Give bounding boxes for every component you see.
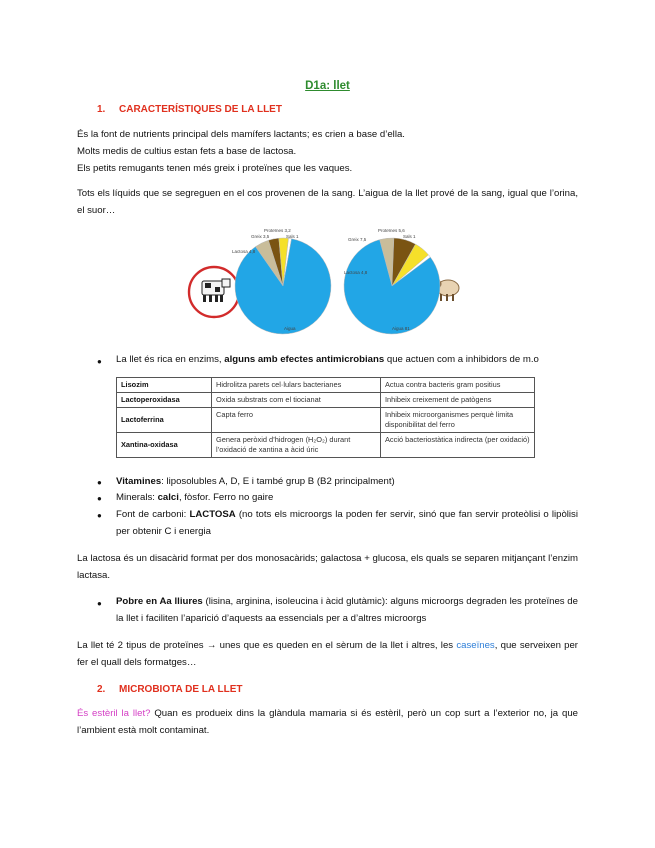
section-1-heading (97, 104, 282, 115)
intro-line: És la font de nutrients principal dels mamífers lactants; es crien a base d’ella. (77, 129, 405, 140)
enzymes-intro (116, 352, 578, 369)
carbon-pre: Font de carboni: (116, 509, 190, 520)
minerals-item (116, 490, 578, 507)
section-1-number: 1. (97, 104, 106, 115)
vitamins-label: Vitamines (116, 476, 162, 487)
milk-composition-figure (178, 226, 478, 342)
bullet-icon: ● (97, 478, 102, 487)
section-2-heading (97, 684, 243, 695)
carbon-item (116, 507, 578, 540)
section-2-title: MICROBIOTA DE LA LLET (119, 684, 243, 695)
enzyme-name: Lisozim (117, 378, 212, 393)
blood-paragraph: Tots els líquids que se segreguen en el cos provenen de la sang. L’aigua de la llet prové de la sang, igual que l’orina, el suor… (77, 188, 578, 216)
caseins-highlight: caseïnes (456, 640, 495, 651)
intro-line: Molts medis de cultius estan fets a base de lactosa. (77, 146, 297, 157)
intro-paragraph (77, 126, 578, 177)
enzymes-intro-pre: La llet és rica en enzims, (116, 354, 225, 365)
table-row (117, 408, 535, 433)
enzyme-action: Oxida substrats com el tiocianat (212, 393, 381, 408)
minerals-pre: Minerals: (116, 492, 158, 503)
protein-post: , que serveixen per fer el quall dels formatges… (77, 640, 579, 668)
enzymes-table (116, 377, 535, 458)
section-2-number: 2. (97, 684, 106, 695)
pie-label: Sals 1 (286, 234, 299, 239)
enzyme-name: Xantina-oxidasa (117, 433, 212, 458)
table-row (117, 433, 535, 458)
enzyme-effect: Inhibeix creixement de patògens (381, 393, 535, 408)
pie-label: Proteïnes 3,2 (264, 228, 291, 233)
enzyme-action: Hidrolitza parets cel·lulars bacterianes (212, 378, 381, 393)
carbon-post: (no tots els microorgs la poden fer servir, sinó que fan servir proteòlisi o lipòlisi per obtenir C i energia (116, 509, 578, 537)
enzyme-name: Lactoferrina (117, 408, 212, 433)
carbon-bold: LACTOSA (189, 509, 236, 520)
enzyme-effect: Actua contra bacteris gram positius (381, 378, 535, 393)
pie-label: Aigua (284, 326, 296, 331)
pie-label: Proteïnes 5,6 (378, 228, 405, 233)
enzyme-action: Capta ferro (212, 408, 381, 433)
amino-acids-bold: Pobre en Aa lliures (116, 596, 203, 607)
table-row (117, 378, 535, 393)
bullet-icon: ● (97, 599, 102, 608)
bullet-icon: ● (97, 357, 102, 366)
vitamins-item (116, 474, 578, 491)
enzymes-intro-bold: alguns amb efectes antimicrobians (224, 354, 385, 365)
protein-pre: La llet té 2 tipus de proteïnes → unes que es queden en el sèrum de la llet i altres, les (77, 640, 457, 651)
intro-line: Els petits remugants tenen més greix i proteïnes que les vaques. (77, 163, 353, 174)
protein-paragraph (77, 637, 578, 671)
enzyme-effect: Acció bacteriostàtica indirecta (per oxidació) (381, 433, 535, 458)
sterility-answer: Quan es produeix dins la glàndula mamaria si és estèril, però un cop surt a l’exterior no, ja que l’ambient està molt contaminat. (77, 708, 578, 736)
sterility-question: És estèril la llet? (77, 708, 151, 719)
pie-label: Greix 7,5 (348, 237, 367, 242)
enzyme-effect: Inhibeix microorganismes perquè limita disponibilitat del ferro (381, 408, 535, 433)
enzyme-name: Lactoperoxidasa (117, 393, 212, 408)
pie-label: Lactosa 4,8 (232, 249, 256, 254)
enzymes-intro-post: que actuen com a inhibidors de m.o (384, 354, 539, 365)
pie-label: Lactosa 4,8 (344, 270, 368, 275)
pie-label: Aigua 81 (392, 326, 410, 331)
bullet-icon: ● (97, 511, 102, 520)
enzyme-action: Genera peròxid d’hidrogen (H₂O₂) durant l’oxidació de xantina a àcid úric (212, 433, 381, 458)
minerals-post: , fòsfor. Ferro no gaire (178, 492, 274, 503)
amino-acids-text: (lisina, arginina, isoleucina i àcid glutàmic): alguns microorgs degraden les proteïnes de la llet i faciliten l’aparició d’aquests aa essencials per a d’altres microorgs (116, 596, 578, 624)
table-row (117, 393, 535, 408)
page-title: D1a: llet (305, 80, 350, 92)
minerals-bold: calci (157, 492, 179, 503)
vitamins-text: : liposolubles A, D, E i també grup B (B2 principalment) (161, 476, 395, 487)
section-1-title: CARACTERÍSTIQUES DE LA LLET (119, 104, 282, 115)
amino-acids-item (116, 594, 578, 627)
pie-label: Greix 3,5 (251, 234, 270, 239)
sterility-paragraph (77, 705, 578, 739)
lactose-paragraph: La lactosa és un disacàrid format per dos monosacàrids; galactosa + glucosa, els quals se separen mitjançant l’enzim lactasa. (77, 553, 578, 581)
bullet-icon: ● (97, 494, 102, 503)
pie-label: Sals 1 (403, 234, 416, 239)
